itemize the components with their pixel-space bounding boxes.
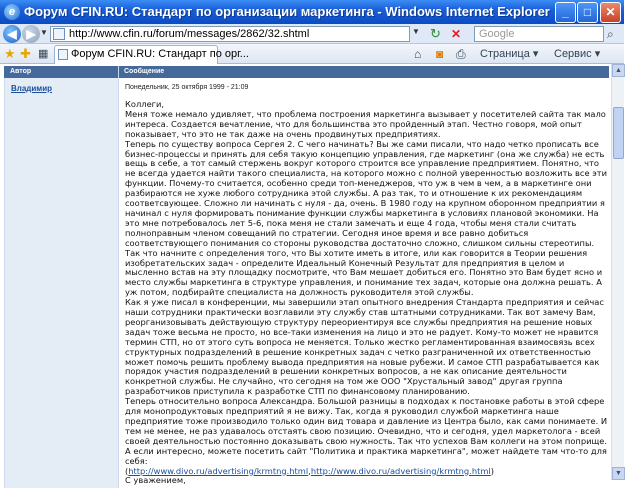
link-prefix: ( bbox=[125, 465, 129, 476]
header-message: Сообщение bbox=[124, 68, 165, 75]
url-dropdown-icon[interactable]: ▼ bbox=[412, 27, 420, 36]
tools-menu-button[interactable]: Сервис ▾ bbox=[554, 48, 601, 60]
window-titlebar[interactable] bbox=[0, 0, 624, 24]
forward-button[interactable]: ▶ bbox=[22, 25, 40, 43]
paragraph: Теперь относительно вопроса Александра. Большой разницы в подходах к постановке работы в этой сфере для монопродуктовых предприятий я не вижу. Так, когда я руководил службой маркетинга наше предприятие тоже производило только один вид товара и давление из Центра было, как сами понимаете. И тем не менее, не раз удавалось отстаять свою позицию. Очевидно, что и сегодня, удел маркетолога - всей своей деятельностью постоянно доказывать свою нужность. Так что успехов Вам коллеги на этом поприще. А если интересно, можете посетить сайт "Политика и практика маркетинга", может найдете там что-то для себя: bbox=[125, 396, 608, 466]
command-bar bbox=[0, 44, 624, 64]
print-icon[interactable]: ⎙ bbox=[456, 47, 466, 61]
refresh-icon[interactable]: ↻ bbox=[430, 26, 441, 41]
link-separator: , bbox=[308, 465, 311, 476]
window-title: Форум CFIN.RU: Стандарт по организации маркетинга - Windows Internet Explorer bbox=[24, 4, 550, 19]
back-button[interactable]: ◀ bbox=[3, 25, 21, 43]
search-icon[interactable]: ⌕ bbox=[607, 27, 614, 41]
maximize-button[interactable]: □ bbox=[577, 2, 598, 23]
url-text: http://www.cfin.ru/forum/messages/2862/32.shtml bbox=[69, 28, 310, 40]
tab-label: Форум CFIN.RU: Стандарт по орг... bbox=[71, 48, 249, 60]
scroll-thumb[interactable] bbox=[613, 107, 624, 159]
signoff: С уважением, bbox=[125, 475, 186, 486]
ie-logo-icon: e bbox=[4, 4, 20, 20]
address-bar bbox=[0, 24, 624, 44]
paragraph: Меня тоже немало удивляет, что проблема построения маркетинга вызывает у посетителей сайта так мало интереса. Создается вечатление, что для большинства это пройденный этап. Честно говоря, мой опыт показывает, что это не так даже на очень продвинутых предприятиях. bbox=[125, 108, 606, 139]
page-menu-button[interactable]: Страница ▾ bbox=[480, 48, 539, 60]
vertical-scrollbar[interactable] bbox=[611, 64, 624, 480]
post-body bbox=[125, 100, 609, 486]
paragraph: Теперь по существу вопроса Сергея 2. С чего начинать? Вы же сами писали, что надо четко прописать все бизнес-процессы и принять для себя такую концепцию управления, где маркетинг (она же служба) не есть вещь в себе, а тот самый стержень вокруг которого строится все управление предприятием. Понятно, что не всегда удается найти такого специалиста, на которого можно с полной уверенностью возложить все эти функции. Почему-то считается, особенно среди топ-менеджеров, что уж в чем в чем, а в маркетинге они разбираются не хуже любого сотрудника этой службы. А раз так, то и отношение к их рекомендациям соответсвующее. Сложно ли начинать с нуля - да, очень. В 1980 году на крупном оборонном предприятии я начинал с нуля формировать понимание функции службы маркетинга в условиях плановой экономики. На это мне потребовалось лет 5-6, пока меня не стали замечать и еще 4 года, чтобы меня стали считать полноправным членом совещаний по стратегии. Сегодня иное время и все равно добиться соответствующего понимания со стороны руководства достаточно сложно, слишком сильны стереотипы. Так что начните с определения того, что Вы хотите иметь в итоге, или как говорится в Теории решения изобретательских задач - определите Идеальный Конечный Результат для предприятия в целом и мысленно встав на эту площадку посмотрите, что Вам мешает добиться его. Понятно это Вам будет ясно и место службы маркетинга в структуре управления, и понимание тех задач, которые она должна решать. А уж потом, подбирайте специалиста на должность руководителя этой службы. bbox=[125, 138, 608, 298]
divo-link-2[interactable]: http://www.divo.ru/advertising/krmtng.html bbox=[310, 465, 491, 476]
table-header bbox=[4, 66, 609, 78]
author-link[interactable]: Владимир bbox=[11, 84, 53, 93]
post-date: Понедельник, 25 октября 1999 - 21:09 bbox=[125, 84, 249, 91]
tab-page-icon bbox=[58, 49, 68, 60]
link-suffix: ) bbox=[490, 465, 494, 476]
table-row bbox=[4, 78, 609, 488]
scroll-down-arrow-icon[interactable]: ▼ bbox=[612, 467, 625, 480]
add-favorites-icon[interactable]: ✚ bbox=[20, 46, 31, 61]
close-button[interactable]: ✕ bbox=[600, 2, 621, 23]
author-cell bbox=[5, 78, 119, 488]
stop-icon[interactable]: ✕ bbox=[451, 27, 462, 41]
search-input[interactable]: Google bbox=[474, 26, 604, 42]
feeds-icon[interactable]: ◙ bbox=[436, 47, 444, 61]
home-icon[interactable]: ⌂ bbox=[414, 47, 422, 61]
favorites-star-icon[interactable]: ★ bbox=[4, 46, 16, 61]
links-line bbox=[125, 467, 609, 477]
page-viewport bbox=[0, 64, 611, 486]
paragraph: Коллеги, bbox=[125, 99, 165, 109]
header-divider bbox=[118, 66, 119, 78]
minimize-button[interactable]: _ bbox=[555, 2, 576, 23]
header-author: Автор bbox=[10, 68, 32, 75]
quick-tabs-icon[interactable]: ▦ bbox=[38, 48, 49, 60]
divo-link-1[interactable]: http://www.divo.ru/advertising/krmtng.html bbox=[128, 465, 309, 476]
url-input[interactable] bbox=[50, 26, 410, 42]
tab-current[interactable] bbox=[54, 45, 249, 64]
recent-pages-dropdown-icon[interactable]: ▼ bbox=[40, 28, 48, 37]
page-icon bbox=[53, 28, 65, 40]
paragraph: Как я уже писал в конференции, мы завершили этап опытного внедрения Стандарта предприятия и сейчас наши сотрудники практически возглавили эту службу став штатными сотрудниками. Так вот замечу Вам, реорганизовывать действующую структуру переориентируя все службы предприятия на решение новых задач тоже весьма не просто, но все-таки изменения на лицо и это не радует. Кому-то может не нравится термин СТП, но от этого суть вопроса не меняется. Только жестко регламентированная взаимосвязь всех структурных подразделений в решение конкретных задач с четко разграниченной их ответственностью может помочь решить проблему вывода предприятия на новые рубежи. И самое СТП разрабатывается как порядок участия подразделений в решении конкретных вопросов, а не как описание деятельности конкретной службы. Не случайно, что сегодня на том же ООО "Хрустальный завод" другая группа разработчиков приступила к разработке СТП по финансовому планированию. bbox=[125, 297, 604, 397]
scroll-up-arrow-icon[interactable]: ▲ bbox=[612, 64, 625, 77]
